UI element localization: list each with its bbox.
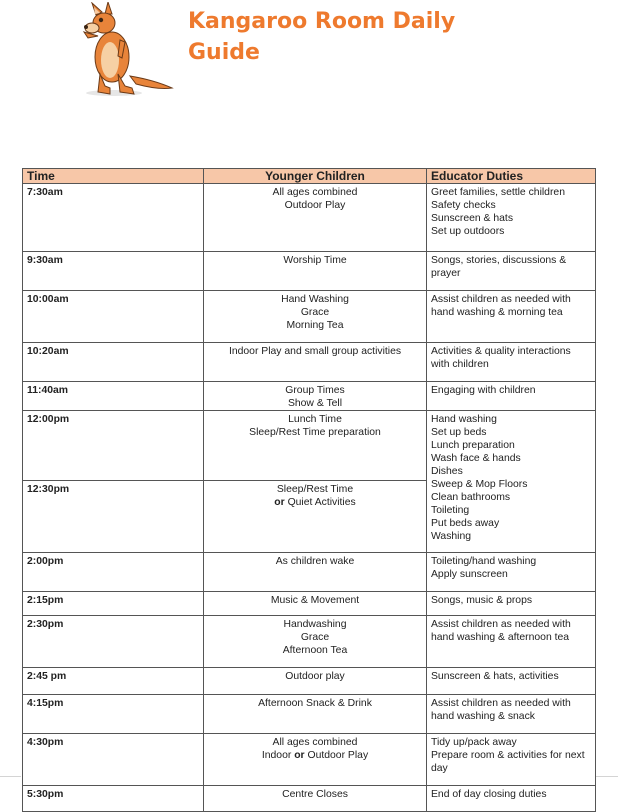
table-row	[23, 382, 596, 411]
table-row	[23, 553, 596, 592]
duties-cell: Greet families, settle children Safety checks Sunscreen & hats Set up outdoors	[427, 184, 596, 252]
column-header-younger-children: Younger Children	[204, 169, 427, 184]
duties-cell: Activities & quality interactions with children	[427, 343, 596, 382]
table-row	[23, 616, 596, 668]
time-cell: 12:00pm	[23, 411, 204, 481]
children-cell: Handwashing Grace Afternoon Tea	[204, 616, 427, 668]
duties-cell: Tidy up/pack away Prepare room & activities for next day	[427, 734, 596, 786]
kangaroo-icon	[74, 2, 178, 98]
time-cell: 7:30am	[23, 184, 204, 252]
table-header-row	[23, 169, 596, 184]
time-cell: 5:30pm	[23, 786, 204, 812]
midday-duties-cell: Hand washing Set up beds Lunch preparation Wash face & hands Dishes Sweep & Mop Floors Clean bathrooms Toileting Put beds away Washing	[427, 411, 596, 553]
children-cell: Outdoor play	[204, 668, 427, 695]
duties-cell: Songs, stories, discussions & prayer	[427, 252, 596, 291]
children-cell: Centre Closes	[204, 786, 427, 812]
duties-cell: Assist children as needed with hand washing & morning tea	[427, 291, 596, 343]
daily-guide-table	[22, 168, 596, 812]
children-cell: All ages combined Indoor or Outdoor Play	[204, 734, 427, 786]
table-row	[23, 668, 596, 695]
time-cell: 10:20am	[23, 343, 204, 382]
children-cell: Sleep/Rest Time or Quiet Activities	[204, 481, 427, 553]
table-row	[23, 592, 596, 616]
time-cell: 4:30pm	[23, 734, 204, 786]
children-cell: Afternoon Snack & Drink	[204, 695, 427, 734]
children-cell: Group Times Show & Tell	[204, 382, 427, 411]
table-row	[23, 786, 596, 812]
table-row	[23, 184, 596, 252]
time-cell: 10:00am	[23, 291, 204, 343]
time-cell: 12:30pm	[23, 481, 204, 553]
column-header-time: Time	[23, 169, 204, 184]
duties-cell: Assist children as needed with hand washing & snack	[427, 695, 596, 734]
duties-cell: Sunscreen & hats, activities	[427, 668, 596, 695]
time-cell: 9:30am	[23, 252, 204, 291]
duties-cell: Assist children as needed with hand washing & afternoon tea	[427, 616, 596, 668]
children-cell: Hand Washing Grace Morning Tea	[204, 291, 427, 343]
children-cell: Indoor Play and small group activities	[204, 343, 427, 382]
time-cell: 11:40am	[23, 382, 204, 411]
time-cell: 2:15pm	[23, 592, 204, 616]
duties-cell: Engaging with children	[427, 382, 596, 411]
table-row	[23, 734, 596, 786]
time-cell: 2:00pm	[23, 553, 204, 592]
time-cell: 2:30pm	[23, 616, 204, 668]
time-cell: 2:45 pm	[23, 668, 204, 695]
children-cell: Music & Movement	[204, 592, 427, 616]
duties-cell: Songs, music & props	[427, 592, 596, 616]
table-row	[23, 291, 596, 343]
table-row	[23, 411, 596, 481]
table-row	[23, 252, 596, 291]
time-cell: 4:15pm	[23, 695, 204, 734]
children-cell: As children wake	[204, 553, 427, 592]
duties-cell: End of day closing duties	[427, 786, 596, 812]
column-header-educator-duties: Educator Duties	[427, 169, 596, 184]
table-row	[23, 695, 596, 734]
children-cell: Worship Time	[204, 252, 427, 291]
table-row	[23, 343, 596, 382]
children-cell: All ages combined Outdoor Play	[204, 184, 427, 252]
page-divider-right	[596, 776, 618, 777]
page-title: Kangaroo Room Daily Guide	[188, 9, 456, 65]
duties-cell: Toileting/hand washing Apply sunscreen	[427, 553, 596, 592]
page-divider-left	[0, 776, 21, 777]
children-cell: Lunch Time Sleep/Rest Time preparation	[204, 411, 427, 481]
